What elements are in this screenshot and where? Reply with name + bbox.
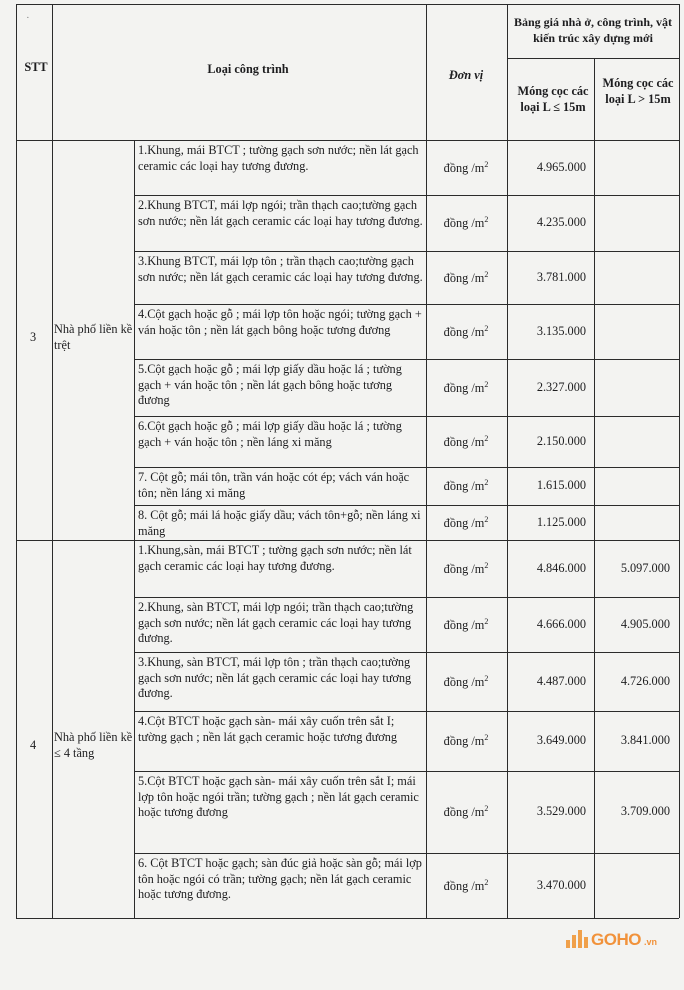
price-long-pile: 4.905.000	[620, 616, 670, 631]
logo-domain: .vn	[643, 937, 657, 947]
header-unit: Đơn vị	[448, 68, 484, 82]
price-long-pile: 4.726.000	[620, 673, 670, 688]
group-3-name: Nhà phố liền kề trệt	[54, 322, 133, 352]
column-line-a	[52, 4, 53, 918]
unit-label: đồng /m	[443, 160, 485, 175]
row-unit	[426, 674, 506, 690]
unit-label: đồng /m	[443, 561, 485, 576]
row-description: 6.Cột gạch hoặc gỗ ; mái lợp giấy dầu hoặc lá ; tường gạch + ván hoặc tôn ; nền láng xi măng	[138, 419, 402, 449]
unit-label: đồng /m	[443, 805, 485, 819]
row-unit	[426, 215, 506, 231]
group-4-name: Nhà phố liền kề ≤ 4 tầng	[54, 730, 133, 760]
price-short-pile: 3.649.000	[536, 733, 586, 747]
unit-superscript: 2	[484, 560, 489, 570]
price-short-pile: 3.781.000	[536, 269, 586, 284]
unit-label: đồng /m	[443, 380, 485, 395]
row-unit	[426, 733, 506, 749]
unit-label: đồng /m	[443, 479, 485, 493]
unit-label: đồng /m	[443, 674, 485, 689]
desc-column-line	[134, 540, 135, 918]
group-border	[16, 918, 679, 919]
row-unit	[426, 434, 506, 450]
row-description: 2.Khung BTCT, mái lợp ngói; trần thạch cao;tường gạch sơn nước; nền lát gạch ceramic các loại hay tương đương.	[138, 198, 423, 228]
unit-superscript: 2	[484, 379, 489, 389]
row-description: 1.Khung,sàn, mái BTCT ; tường gạch sơn nước; nền lát gạch ceramic các loại hay tương đương.	[138, 543, 412, 573]
price-short-pile: 4.846.000	[536, 560, 586, 575]
building-bars-icon	[566, 930, 588, 948]
price-short-pile: 3.529.000	[536, 804, 586, 818]
price-short-pile: 1.615.000	[536, 478, 586, 492]
row-border	[134, 711, 679, 712]
row-border	[134, 853, 679, 854]
row-border	[134, 359, 679, 360]
row-unit	[426, 515, 506, 531]
group-border	[16, 540, 679, 541]
row-border	[134, 416, 679, 417]
row-border	[134, 195, 679, 196]
row-border	[134, 251, 679, 252]
price-short-pile: 2.327.000	[536, 379, 586, 394]
unit-label: đồng /m	[443, 216, 485, 230]
unit-superscript: 2	[484, 514, 489, 524]
price-long-pile: 3.841.000	[620, 733, 670, 747]
row-description: 1.Khung, mái BTCT ; tường gạch sơn nước; nền lát gạch ceramic các loại hay tương đương.	[138, 143, 419, 173]
row-unit	[426, 160, 506, 176]
header-col1: Móng cọc các loại L ≤ 15m	[517, 84, 589, 114]
group-border	[16, 140, 679, 141]
row-description: 8. Cột gỗ; mái lá hoặc giấy dầu; vách tôn+gỗ; nền láng xi măng	[138, 508, 421, 538]
unit-label: đồng /m	[443, 434, 485, 449]
unit-label: đồng /m	[443, 324, 485, 339]
unit-label: đồng /m	[443, 617, 485, 632]
price-long-pile: 5.097.000	[620, 560, 670, 575]
row-description: 5.Cột BTCT hoặc gạch sàn- mái xây cuốn trên sắt I; mái lợp tôn hoặc ngói trần; tường gạch ; nền lát gạch ceramic hoặc tương đương	[138, 774, 419, 819]
unit-label: đồng /m	[443, 878, 485, 893]
unit-superscript: 2	[484, 478, 489, 487]
row-border	[134, 771, 679, 772]
row-description: 4.Cột gạch hoặc gỗ ; mái lợp tôn hoặc ngói; tường gạch + ván hoặc tôn ; nền lát gạch bông hoặc tương đương	[138, 307, 422, 337]
row-border	[134, 652, 679, 653]
table-top-border	[16, 4, 679, 5]
header-group-divider	[507, 58, 679, 59]
header-stt: STT	[24, 60, 48, 74]
unit-label: đồng /m	[443, 515, 485, 530]
price-short-pile: 4.965.000	[536, 159, 586, 174]
row-description: 4.Cột BTCT hoặc gạch sàn- mái xây cuốn trên sắt I; tường gạch ; nền lát gạch ceramic hoặc tương đương	[138, 714, 398, 744]
price-short-pile: 2.150.000	[536, 433, 586, 448]
unit-superscript: 2	[484, 433, 489, 443]
row-description: 2.Khung, sàn BTCT, mái lợp ngói; trần thạch cao;tường gạch sơn nước; nền lát gạch ceramic các loại hay tương đương.	[138, 600, 414, 645]
row-description: 6. Cột BTCT hoặc gạch; sàn đúc giả hoặc sàn gỗ; mái lợp tôn hoặc ngói có trần; tường gạch; nền lát gạch ceramic hoặc tương đương.	[138, 856, 422, 901]
row-description: 3.Khung, sàn BTCT, mái lợp tôn ; trần thạch cao;tường gạch sơn nước; nền lát gạch ceramic các loại hay tương đương.	[138, 655, 412, 700]
row-border	[134, 597, 679, 598]
desc-column-line	[134, 140, 135, 540]
row-unit	[426, 478, 506, 494]
price-short-pile: 3.135.000	[536, 323, 586, 338]
unit-superscript: 2	[484, 323, 489, 333]
unit-label: đồng /m	[443, 270, 485, 285]
row-description: 7. Cột gỗ; mái tôn, trần ván hoặc cót ép; vách ván hoặc tôn; nền láng xi măng	[138, 470, 410, 500]
price-short-pile: 4.666.000	[536, 616, 586, 631]
row-description: 5.Cột gạch hoặc gỗ ; mái lợp giấy dầu hoặc lá ; tường gạch + ván hoặc tôn ; nền lát gạch bông hoặc tương đương	[138, 362, 402, 407]
unit-superscript: 2	[484, 804, 489, 813]
column-line-d	[507, 4, 508, 918]
row-border	[134, 467, 679, 468]
unit-superscript: 2	[484, 877, 489, 887]
unit-superscript: 2	[484, 673, 489, 683]
row-unit	[426, 380, 506, 396]
header-type: Loại công trình	[207, 62, 289, 76]
unit-superscript: 2	[484, 616, 489, 626]
row-border	[134, 304, 679, 305]
header-col2: Móng cọc các loại L > 15m	[602, 76, 674, 106]
column-line-l	[16, 4, 17, 918]
price-short-pile: 1.125.000	[536, 514, 586, 529]
row-unit	[426, 878, 506, 894]
unit-superscript: 2	[484, 269, 489, 279]
column-line-e	[594, 58, 595, 918]
unit-superscript: 2	[484, 159, 489, 169]
column-line-c	[426, 4, 427, 918]
unit-superscript: 2	[484, 733, 489, 742]
group-4-stt: 4	[30, 738, 37, 752]
row-border	[134, 505, 679, 506]
row-unit	[426, 617, 506, 633]
unit-label: đồng /m	[443, 734, 485, 748]
price-short-pile: 4.235.000	[536, 215, 586, 229]
price-long-pile: 3.709.000	[620, 804, 670, 818]
row-unit	[426, 561, 506, 577]
goho-logo	[566, 930, 657, 948]
row-description: 3.Khung BTCT, mái lợp tôn ; trần thạch cao;tường gạch sơn nước; nền lát gạch ceramic các loại hay tương đương.	[138, 254, 423, 284]
unit-superscript: 2	[484, 215, 489, 224]
logo-brand: GOHO	[591, 930, 641, 949]
group-3-stt: 3	[30, 330, 37, 344]
scan-mark: ·	[26, 12, 30, 24]
header-group: Bảng giá nhà ở, công trình, vật kiến trúc xây dựng mới	[513, 15, 672, 45]
row-unit	[426, 270, 506, 286]
row-unit	[426, 324, 506, 340]
column-line-r	[679, 4, 680, 918]
price-short-pile: 3.470.000	[536, 877, 586, 892]
price-short-pile: 4.487.000	[536, 673, 586, 688]
row-unit	[426, 804, 506, 820]
